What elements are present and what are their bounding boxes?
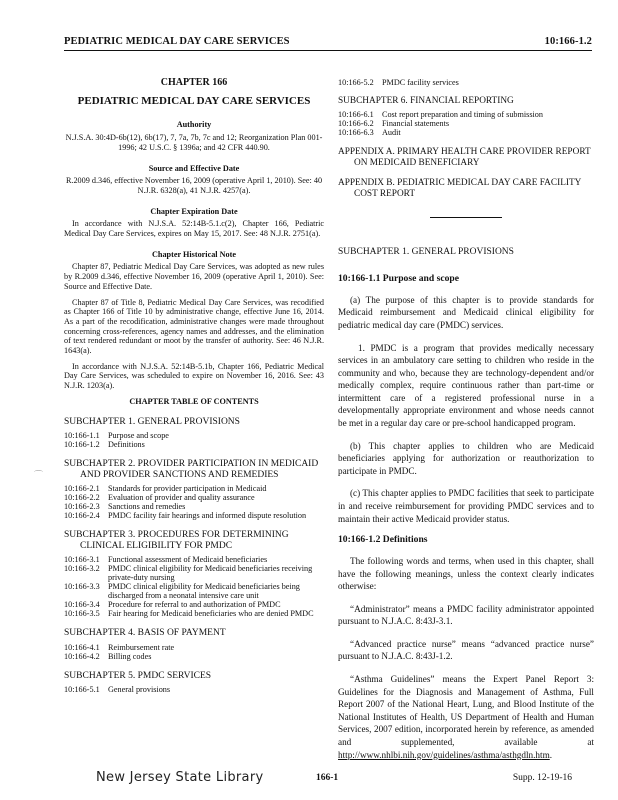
toc-entry[interactable] [338,119,594,128]
toc-entry[interactable] [64,582,324,600]
toc-entry-title: PMDC clinical eligibility for Medicaid beneficiaries receiving private-duty nursing [108,564,313,583]
toc-heading: CHAPTER TABLE OF CONTENTS [129,396,259,406]
paragraph: (c) This chapter applies to PMDC facilities that seek to participate in and receive reimbursement for providing PMDC services and to maintain their active Medicaid provider status. [338,488,594,524]
toc-subchapter-title: SUBCHAPTER 1. GENERAL PROVISIONS [64,416,240,427]
toc-entry-number: 10:166-2.2 [64,493,100,503]
chapter-number: CHAPTER 166 [160,77,228,88]
definition-asthma-guidelines [338,673,594,761]
toc-entry[interactable] [64,431,324,440]
page-footer [0,770,618,790]
toc-entry-number: 10:166-2.3 [64,502,100,512]
toc-entry-title: Financial statements [382,118,450,128]
toc-entry[interactable] [64,502,324,511]
library-watermark: New Jersey State Library [96,770,264,785]
paragraph: (a) The purpose of this chapter is to provide standards for Medicaid reimbursement and Medicaid clinical eligibility for pediatric medical day care (PMDC) services. [338,294,594,330]
toc-entry-title: Cost report preparation and timing of submission [382,109,543,119]
chapter-title: PEDIATRIC MEDICAL DAY CARE SERVICES [77,94,311,107]
toc-entry-title: Procedure for referral to and authorization of PMDC [108,600,281,610]
page-number: 166-1 [316,773,339,783]
toc-appendix-b[interactable]: APPENDIX B. PEDIATRIC MEDICAL DAY CARE FACILITY COST REPORT [338,178,582,199]
toc-entry[interactable] [64,440,324,449]
toc-subchapter-title: SUBCHAPTER 3. PROCEDURES FOR DETERMINING CLINICAL ELIGIBILITY FOR PMDC [64,530,289,551]
toc-entry-title: PMDC facility services [382,78,459,87]
expiration-heading: Chapter Expiration Date [150,206,238,216]
definition-text: “Asthma Guidelines” means the Expert Panel Report 3: Guidelines for the Diagnosis and Management of Asthma, Full Report 2007 of the National Heart, Lung, and Blood Institute of the National Institutes of Health, US Department of Health and Human Services, 2007 edition, incorporated herein by reference, as amended and supplemented, available at [338,674,594,748]
toc-entry[interactable] [64,555,324,564]
toc-entry[interactable] [64,609,324,618]
subchapter-heading: SUBCHAPTER 1. GENERAL PROVISIONS [338,247,514,258]
authority-text: N.J.S.A. 30:4D-6b(12), 6b(17), 7, 7a, 7b, 7c and 12; Reorganization Plan 001-1996; 42 U.S.C. § 1396a; and 42 CFR 440.90. [65,133,323,152]
toc-entry-number: 10:166-4.2 [64,651,100,661]
toc-entry-number: 10:166-6.1 [338,109,374,119]
margin-mark-icon: ⌒ [34,471,44,481]
toc-entry-title: Audit [382,128,401,138]
toc-entry-number: 10:166-3.3 [64,582,100,592]
source-text: R.2009 d.346, effective November 16, 2009 (operative April 1, 2010). See: 40 N.J.R. 6328(a), 41 N.J.R. 4257(a). [65,176,323,195]
header-section-number: 10:166-1.2 [544,36,592,47]
toc-subchapter-title: SUBCHAPTER 6. FINANCIAL REPORTING [338,96,514,107]
toc-entry[interactable] [338,78,594,87]
toc-entry-title: Standards for provider participation in Medicaid [108,484,267,494]
toc-entry-title: Fair hearing for Medicaid beneficiaries who are denied PMDC [108,609,314,619]
section-divider [430,217,502,218]
right-column [338,78,594,771]
toc-entry-title: PMDC facility fair hearings and informed dispute resolution [108,511,307,521]
supplement-date: Supp. 12-19-16 [512,773,572,783]
toc-entry[interactable] [64,564,324,582]
toc-entry-number: 10:166-1.1 [64,431,100,441]
definition-administrator: “Administrator” means a PMDC facility administrator appointed pursuant to N.J.A.C. 8:43J-3.1. [338,603,594,627]
toc-entry-number: 10:166-3.1 [64,555,100,565]
toc-entry[interactable] [64,493,324,502]
paragraph: The following words and terms, when used in this chapter, shall have the following meanings, unless the context clearly indicates otherwise: [338,555,594,592]
history-paragraph: Chapter 87, Pediatric Medical Day Care Services, was adopted as new rules by R.2009 d.346, effective November 16, 2009 (operative April 1, 2010). See: Source and Effective Date. [64,262,324,291]
toc-entry-title: General provisions [108,685,171,695]
section-heading-definitions: 10:166-1.2 Definitions [338,534,428,546]
toc-subchapter-title: SUBCHAPTER 4. BASIS OF PAYMENT [64,628,226,639]
toc-subchapter-title: SUBCHAPTER 2. PROVIDER PARTICIPATION IN MEDICAID AND PROVIDER SANCTIONS AND REMEDIES [64,459,319,480]
toc-appendix-a[interactable]: APPENDIX A. PRIMARY HEALTH CARE PROVIDER REPORT ON MEDICAID BENEFICIARY [338,147,591,168]
toc-entry-title: Functional assessment of Medicaid beneficiaries [108,555,268,565]
toc-entry[interactable] [64,484,324,493]
toc-entry[interactable] [64,685,324,694]
toc-entry-number: 10:166-6.2 [338,118,374,128]
toc-entry-number: 10:166-5.2 [338,78,374,87]
toc-entry-number: 10:166-3.5 [64,609,100,619]
paragraph: (b) This chapter applies to children who are Medicaid beneficiaries applying for authorization or reauthorization to participate in PMDC. [338,440,594,476]
toc-entry-title: Sanctions and remedies [108,502,186,512]
toc-entry-number: 10:166-4.1 [64,642,100,652]
left-column [64,78,324,694]
toc-subchapter-title: SUBCHAPTER 5. PMDC SERVICES [64,670,212,681]
asthma-guidelines-link[interactable]: http://www.nhlbi.nih.gov/guidelines/asthma/asthgdln.htm [338,749,550,760]
toc-entry-title: Evaluation of provider and quality assurance [108,493,255,503]
toc-entry[interactable] [64,652,324,661]
history-paragraph: Chapter 87 of Title 8, Pediatric Medical Day Care Services, was recodified as Chapter 166 of Title 10 by administrative change, effective June 16, 2014. As a part of the recodification, administrative changes were made throughout concerning cross-references, agency names and addresses, and the elimination of text rendered redundant or moot by the transfer of authority. See: 46 N.J.R. 1643(a). [64,297,324,356]
toc-entry-number: 10:166-3.2 [64,564,100,574]
toc-entry-number: 10:166-6.3 [338,128,374,138]
authority-heading: Authority [176,120,212,130]
paragraph: 1. PMDC is a program that provides medically necessary services in an ambulatory care setting to children who reside in the community and who, because they are technology-dependent and/or medically complex, require continuous rather than part-time or intermittent care of a registered professional nurse in a developmentally appropriate environment and whose needs cannot be met in a regular day care or pre-school handicapped program. [338,342,594,429]
source-heading: Source and Effective Date [148,163,240,173]
toc-entry-number: 10:166-5.1 [64,685,100,695]
toc-entry[interactable] [64,511,324,520]
toc-entry[interactable] [64,600,324,609]
toc-entry-title: Reimbursement rate [108,642,175,652]
toc-entry-number: 10:166-3.4 [64,600,100,610]
toc-entry[interactable] [338,110,594,119]
header-chapter-title: PEDIATRIC MEDICAL DAY CARE SERVICES [64,36,290,47]
toc-entry[interactable] [338,128,594,137]
history-heading: Chapter Historical Note [152,249,236,259]
running-header [64,34,592,51]
toc-entry-title: Purpose and scope [108,431,169,441]
toc-entry-number: 10:166-2.1 [64,484,100,494]
toc-entry-number: 10:166-1.2 [64,440,100,450]
toc-entry[interactable] [64,643,324,652]
toc-entry-title: Billing codes [108,651,152,661]
expiration-text: In accordance with N.J.S.A. 52:14B-5.1.c(2), Chapter 166, Pediatric Medical Day Care Services, expires on May 15, 2017. See: 48 N.J.R. 2751(a). [64,219,324,239]
definition-advanced-practice-nurse: “Advanced practice nurse” means “advanced practice nurse” pursuant to N.J.A.C. 8:43J-1.2. [338,638,594,662]
definition-end: . [549,749,553,760]
history-paragraph: In accordance with N.J.S.A. 52:14B-5.1b, Chapter 166, Pediatric Medical Day Care Services, was scheduled to expire on November 16, 2016. See: 43 N.J.R. 1203(a). [64,361,324,391]
toc-entry-title: Definitions [108,440,145,450]
toc-entry-number: 10:166-2.4 [64,511,100,521]
toc-entry-title: PMDC clinical eligibility for Medicaid beneficiaries being discharged from a neonatal intensive care unit [108,582,300,601]
section-heading-purpose: 10:166-1.1 Purpose and scope [338,273,459,285]
